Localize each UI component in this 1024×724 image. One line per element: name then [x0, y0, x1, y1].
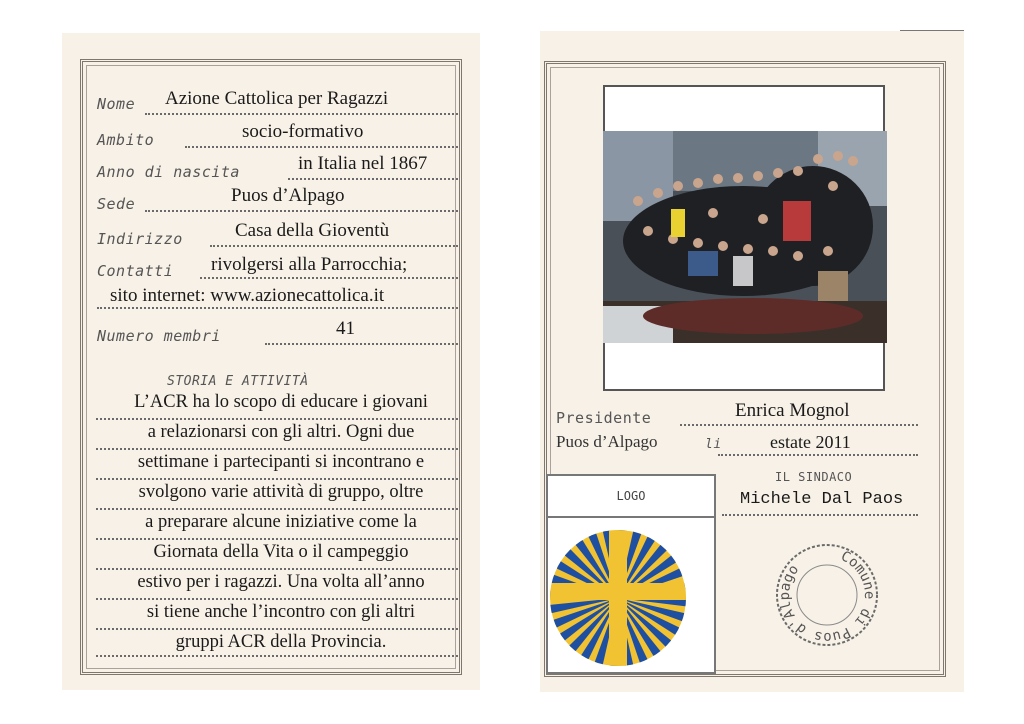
dotted-line	[96, 568, 458, 570]
history-line: L’ACR ha lo scopo di educare i giovani	[134, 392, 428, 412]
dotted-line	[96, 448, 458, 450]
svg-text:Comune di Puos d'Alpago	[772, 540, 882, 650]
field-value: rivolgersi alla Parrocchia;	[211, 254, 408, 275]
stamp-text: Comune di Puos d'Alpago	[776, 548, 878, 646]
field-label: Nome	[97, 95, 136, 113]
history-line: Giornata della Vita o il campeggio	[153, 542, 409, 562]
dotted-line	[96, 598, 458, 600]
field-value: estate 2011	[770, 432, 851, 452]
top-edge-line	[900, 30, 964, 31]
sindaco-value: Michele Dal Paos	[740, 490, 904, 509]
dotted-line	[145, 113, 458, 115]
history-line: svolgono varie attività di gruppo, oltre	[138, 482, 424, 502]
dotted-line	[680, 424, 918, 426]
dotted-line	[96, 418, 458, 420]
dotted-line	[96, 538, 458, 540]
dotted-line	[718, 454, 918, 456]
field-value: Puos d’Alpago	[231, 185, 345, 206]
field-value: socio-formativo	[242, 121, 364, 142]
field-label: Indirizzo	[97, 230, 183, 248]
history-line: si tiene anche l’incontro con gli altri	[146, 602, 416, 622]
history-line: a relazionarsi con gli altri. Ogni due	[147, 422, 415, 442]
field-value: sito internet: www.azionecattolica.it	[110, 285, 385, 306]
acr-logo	[548, 518, 714, 672]
dotted-line	[145, 210, 458, 212]
dotted-line	[722, 514, 918, 516]
dotted-line	[96, 655, 458, 657]
history-line: estivo per i ragazzi. Una volta all’anno	[137, 572, 425, 592]
field-label: Ambito	[97, 131, 155, 149]
field-value: in Italia nel 1867	[298, 153, 428, 174]
history-line: a preparare alcune iniziative come la	[145, 512, 417, 532]
field-value: Azione Cattolica per Ragazzi	[165, 88, 389, 109]
history-title: STORIA E ATTIVITÀ	[167, 374, 309, 389]
history-line: gruppi ACR della Provincia.	[175, 632, 387, 652]
field-label: Sede	[97, 195, 136, 213]
dotted-line	[96, 628, 458, 630]
field-value: 41	[336, 318, 355, 339]
group-photo	[603, 131, 887, 343]
field-label: Numero membri	[97, 327, 221, 345]
dotted-line	[185, 146, 458, 148]
dotted-line	[97, 307, 458, 309]
li-label: li	[705, 437, 722, 452]
field-label: Anno di nascita	[97, 163, 240, 181]
history-line: settimane i partecipanti si incontrano e	[137, 452, 425, 472]
dotted-line	[288, 178, 458, 180]
dotted-line	[200, 277, 458, 279]
logo-box	[546, 474, 716, 674]
field-value: Enrica Mognol	[735, 400, 850, 421]
field-label: Puos d’Alpago	[556, 432, 658, 451]
field-label: Contatti	[97, 262, 174, 280]
dotted-line	[210, 245, 458, 247]
municipal-stamp	[772, 540, 882, 650]
dotted-line	[96, 478, 458, 480]
sindaco-label: IL SINDACO	[775, 470, 853, 484]
logo-label: LOGO	[548, 476, 714, 518]
field-label: Presidente	[556, 409, 652, 427]
field-value: Casa della Gioventù	[235, 220, 390, 241]
dotted-line	[265, 343, 458, 345]
dotted-line	[96, 508, 458, 510]
